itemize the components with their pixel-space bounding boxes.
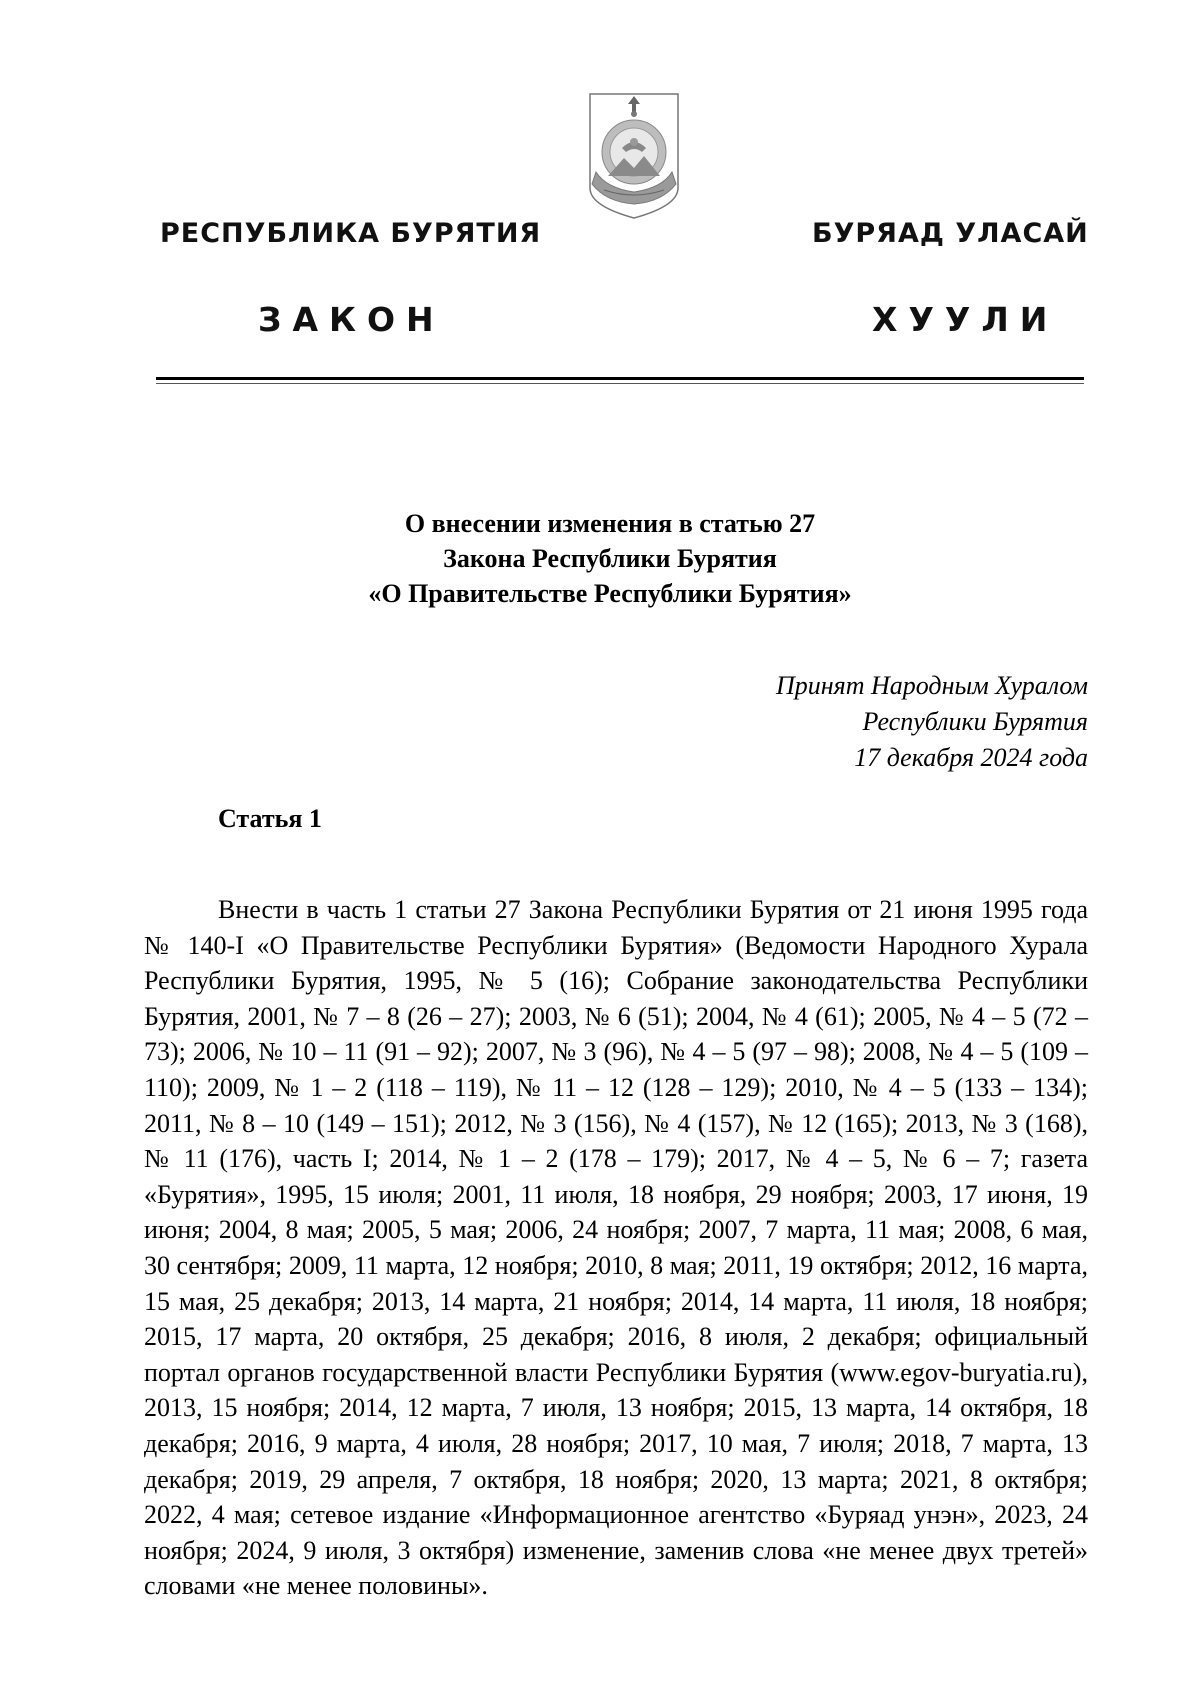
adoption-line-1: Принят Народным Хуралом — [775, 671, 1088, 700]
article-body: Внести в часть 1 статьи 27 Закона Республики Бурятия от 21 июня 1995 года № 140-I «О Правительстве Республики Бурятия» (Ведомости Народного Хурала Республики Бурятия, 1995, № 5 (16); Собрание законодательства Республики Бурятия, 2001, № 7 – 8 (26 – 27); 2003, № 6 (51); 2004, № 4 (61); 2005, № 4 – 5 (72 – 73); 2006, № 10 – 11 (91 – 92); 2007, № 3 (96), № 4 – 5 (97 – 98); 2008, № 4 – 5 (109 – 110); 2009, № 1 – 2 (118 – 119), № 11 – 12 (128 – 129); 2010, № 4 – 5 (133 – 134); 2011, № 8 – 10 (149 – 151); 2012, № 3 (156), № 4 (157), № 12 (165); 2013, № 3 (168), № 11 (176), часть I; 2014, № 1 – 2 (178 – 179); 2017, № 4 – 5, № 6 – 7; газета «Бурятия», 1995, 15 июля; 2001, 11 июля, 18 ноября, 29 ноября; 2003, 17 июня, 19 июня; 2004, 8 мая; 2005, 5 мая; 2006, 24 ноября; 2007, 7 марта, 11 мая; 2008, 6 мая, 30 сентября; 2009, 11 марта, 12 ноября; 2010, 8 мая; 2011, 19 октября; 2012, 16 марта, 15 мая, 25 декабря; 2013, 14 марта, 21 ноября; 2014, 14 марта, 11 июля, 18 ноября; 2015, 17 марта, 20 октября, 25 декабря; 2016, 8 июля, 2 декабря; официальный портал органов государственной власти Республики Бурятия (www.egov-buryatia.ru), 2013, 15 ноября; 2014, 12 марта, 7 июля, 13 ноября; 2015, 13 марта, 14 октября, 18 декабря; 2016, 9 марта, 4 июля, 28 ноября; 2017, 10 мая, 7 июля; 2018, 7 марта, 13 декабря; 2019, 29 апреля, 7 октября, 18 ноября; 2020, 13 марта; 2021, 8 октября; 2022, 4 мая; сетевое издание «Информационное агентство «Буряад унэн», 2023, 24 ноября; 2024, 9 июля, 3 октября) изменение, заменив слова «не менее двух третей» словами «не менее половины». — [144, 895, 1088, 1601]
adoption-line-2: Республики Бурятия — [862, 707, 1088, 736]
header-law-ru: ЗАКОН — [258, 300, 445, 339]
header-republic-bua: БУРЯАД УЛАСАЙ — [812, 218, 1089, 249]
coat-of-arms-icon — [586, 92, 682, 220]
title-line-2: Закона Республики Бурятия — [443, 544, 777, 573]
adoption-note — [608, 668, 1088, 776]
header-divider — [156, 377, 1084, 384]
title-line-1: О внесении изменения в статью 27 — [404, 509, 816, 538]
article-heading: Статья 1 — [218, 804, 322, 833]
document-title — [180, 506, 1040, 611]
adoption-date: 17 декабря 2024 года — [854, 743, 1088, 772]
header-republic-ru: РЕСПУБЛИКА БУРЯТИЯ — [160, 218, 542, 249]
title-line-3: «О Правительстве Республики Бурятия» — [368, 579, 852, 608]
header-law-bua: ХУУЛИ — [872, 300, 1059, 339]
